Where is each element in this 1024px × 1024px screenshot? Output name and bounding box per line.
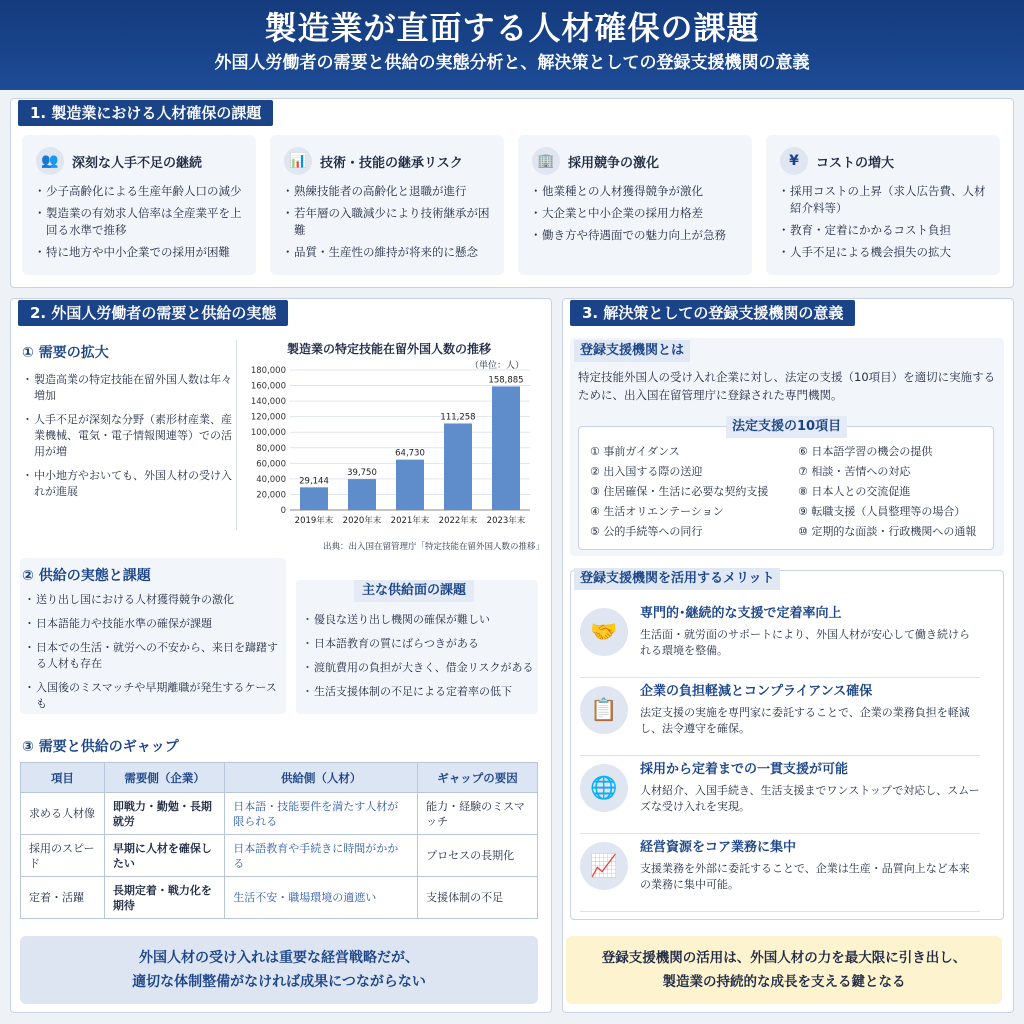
table-cell: 支援体制の不足 xyxy=(418,877,538,919)
list-item: ・ 人手不足による機会損失の拡大 xyxy=(780,244,986,261)
coins-icon: ¥ xyxy=(780,147,808,175)
x-tick-label: 2021年末 xyxy=(390,516,430,526)
data-label: 64,730 xyxy=(395,448,425,459)
list-item: ・ 製造高業の特定技能在留外国人数は年々増加 xyxy=(24,372,234,404)
merit-title: 専門的･継続的な支援で定着率向上 xyxy=(640,606,842,621)
support-item: ④ 生活オリエンテーション xyxy=(590,505,724,518)
merit-text: 法定支援の実施を専門家に委託することで、企業の業務負担を軽減し、法令遵守を確保。 xyxy=(640,706,970,735)
table-row xyxy=(21,793,538,835)
table-cell: プロセスの長期化 xyxy=(418,835,538,877)
section-2-title: 2. 外国人労働者の需要と供給の実態 xyxy=(18,300,288,326)
list-item: ・ 特に地方や中小企業での採用が困難 xyxy=(36,244,242,261)
table-cell: 即戦力・勤勉・長期就労 xyxy=(104,793,224,835)
list-item: ・ 送り出し国における人材獲得競争の激化 xyxy=(26,592,284,608)
merit-text: 人材紹介、入国手続き、生活支援までワンストップで対応し、スムーズな受け入れを実現。 xyxy=(640,784,980,813)
y-tick-label: 80,000 xyxy=(256,443,286,454)
support-item: ② 出入国する際の送迎 xyxy=(590,465,703,478)
table-cell: 長期定着・戦力化を期待 xyxy=(104,877,224,919)
card-header xyxy=(36,145,242,177)
y-tick-label: 60,000 xyxy=(256,459,286,470)
challenge-card xyxy=(518,135,752,275)
list-item: ・ 教育・定着にかかるコスト負担 xyxy=(780,222,986,239)
card-list xyxy=(284,183,490,261)
list-item: ・ 大企業と中小企業の採用力格差 xyxy=(532,205,738,222)
table-cell: 日本語・技能要件を満たす人材が限られる xyxy=(225,793,418,835)
merit-content xyxy=(640,760,980,833)
y-tick-label: 40,000 xyxy=(256,474,286,485)
x-tick-label: 2020年末 xyxy=(342,516,382,526)
table-cell: 能力・経験のミスマッチ xyxy=(418,793,538,835)
table-cell: 生活不安・職場環境の適遮い xyxy=(225,877,418,919)
page-subtitle: 外国人労働者の需要と供給の実態分析と、解決策としての登録支援機関の意義 xyxy=(214,53,810,73)
support-title: 法定支援の10項目 xyxy=(726,416,847,438)
list-item: ・ 熟練技能者の高齢化と退職が進行 xyxy=(284,183,490,200)
challenge-card xyxy=(22,135,256,275)
table-cell: 早期に人材を確保したい xyxy=(104,835,224,877)
section-1-title: 1. 製造業における人材確保の課題 xyxy=(18,100,273,126)
list-item: ・ 日本語能力や技能水準の確保が課題 xyxy=(26,616,284,632)
y-tick-label: 180,000 xyxy=(250,366,286,376)
card-list xyxy=(780,183,986,261)
challenge-card xyxy=(270,135,504,275)
card-title: コストの増大 xyxy=(816,155,895,171)
card-title: 採用競争の激化 xyxy=(568,155,660,171)
section-3-title: 3. 解決策としての登録支援機関の意義 xyxy=(570,300,855,326)
table-row xyxy=(21,835,538,877)
support-item: ⑨ 転職支援（人員整理等の場合） xyxy=(798,505,966,518)
table-header-cell: ギャップの要因 xyxy=(418,763,538,793)
chart-divider xyxy=(236,340,237,530)
demand-title: ① 需要の拡大 xyxy=(22,345,109,361)
list-item: ・ 採用コストの上昇（求人広告費、人材紹介料等） xyxy=(780,183,986,217)
list-item: ・ 日本での生活・就労への不安から、来日を躊躇する人材も存在 xyxy=(26,640,284,672)
card-header xyxy=(532,145,738,177)
table-header-row xyxy=(21,763,538,793)
table-header-cell: 項目 xyxy=(21,763,105,793)
globe-icon: 🌐 xyxy=(580,764,628,812)
data-label: 39,750 xyxy=(347,468,377,479)
people-icon: 👥 xyxy=(36,147,64,175)
supply-list xyxy=(26,592,284,720)
issues-list xyxy=(304,612,536,708)
list-item: ・ 入国後のミスマッチや早期離職が発生するケースも xyxy=(26,680,284,712)
merit-item xyxy=(580,604,980,678)
merit-title: 企業の負担軽減とコンプライアンス確保 xyxy=(640,684,873,699)
chart-unit: （単位：人） xyxy=(470,361,525,371)
list-item: ・ 優良な送り出し機関の確保が難しい xyxy=(304,612,536,628)
conclusion-line-1: 外国人材の受け入れは重要な経営戦略だが、 xyxy=(139,950,419,966)
merit-text: 支援業務を外部に委託することで、企業は生産・品質向上など本来の業務に集中可能。 xyxy=(640,862,970,891)
data-label: 29,144 xyxy=(299,476,329,487)
challenge-card xyxy=(766,135,1000,275)
merit-text: 生活面・就労面のサポートにより、外国人材が安心して働き続けられる環境を整備。 xyxy=(640,628,970,657)
y-tick-label: 140,000 xyxy=(250,397,286,408)
support-list-left xyxy=(590,442,790,542)
about-title: 登録支援機関とは xyxy=(574,340,690,362)
card-list xyxy=(532,183,738,244)
bar xyxy=(300,487,328,510)
building-icon: 🏢 xyxy=(532,147,560,175)
gap-title: ③ 需要と供給のギャップ xyxy=(22,739,179,755)
chart-title: 製造業の特定技能在留外国人数の推移 xyxy=(286,342,491,356)
list-item: ・ 他業種との人材獲得競争が激化 xyxy=(532,183,738,200)
y-tick-label: 100,000 xyxy=(250,428,286,439)
list-item: ・ 人手不足が深刻な分野（素形材産業、産業機械、電気・電子情報関連等）での活用が増 xyxy=(24,412,234,460)
section-3-conclusion xyxy=(566,936,1002,1004)
merit-title: 経営資源をコア業務に集中 xyxy=(640,840,797,855)
clipboard-icon: 📋 xyxy=(580,686,628,734)
list-item: ・ 製造業の有効求人倍率は全産業平を上回る水準で推移 xyxy=(36,205,242,239)
support-list-right xyxy=(798,442,998,542)
conclusion-line-2: 製造業の持続的な成長を支える鍵となる xyxy=(662,974,906,990)
list-item: ・ 若年層の入職減少により技術継承が困難 xyxy=(284,205,490,239)
merit-content xyxy=(640,682,980,755)
bar-chart xyxy=(240,362,540,532)
card-title: 深刻な人手不足の継続 xyxy=(72,155,203,171)
support-item: ① 事前ガイダンス xyxy=(590,445,680,458)
support-item: ⑩ 定期的な面談・行政機関への通報 xyxy=(798,525,977,538)
support-item: ⑧ 日本人との交流促進 xyxy=(798,485,911,498)
support-item: ③ 住居確保・生活に必要な契約支援 xyxy=(590,485,769,498)
merit-item xyxy=(580,838,980,912)
y-tick-label: 120,000 xyxy=(250,412,286,423)
y-tick-label: 160,000 xyxy=(250,381,286,392)
card-header xyxy=(284,145,490,177)
card-list xyxy=(36,183,242,261)
list-item: ・ 日本語教育の質にばらつきがある xyxy=(304,636,536,652)
conclusion-line-1: 登録支援機関の活用は、外国人材の力を最大限に引き出し、 xyxy=(601,950,967,966)
x-tick-label: 2019年末 xyxy=(294,516,334,526)
merit-item xyxy=(580,760,980,834)
gap-table xyxy=(20,762,538,919)
list-item: ・ 渡航費用の負担が大きく、借金リスクがある xyxy=(304,660,536,676)
trend-up-icon: 📈 xyxy=(580,842,628,890)
table-row xyxy=(21,877,538,919)
issues-title: 主な供給面の課題 xyxy=(354,580,474,602)
supply-title: ② 供給の実態と課題 xyxy=(22,568,151,584)
table-cell: 日本語教育や手続きに時間がかかる xyxy=(225,835,418,877)
merit-content xyxy=(640,604,980,677)
table-cell: 採用のスピード xyxy=(21,835,105,877)
about-text: 特定技能外国人の受け入れ企業に対し、法定の支援（10項目）を適切に実施するために、出入国在留管理庁に登録された専門機関。 xyxy=(578,370,996,402)
data-label: 158,885 xyxy=(488,375,524,386)
bar xyxy=(396,460,424,510)
support-item: ⑤ 公的手続等への同行 xyxy=(590,525,703,538)
data-label: 111,258 xyxy=(440,412,476,423)
merit-title: 採用から定着までの一貫支援が可能 xyxy=(640,762,849,777)
x-tick-label: 2022年末 xyxy=(438,516,478,526)
table-header-cell: 供給側（人材） xyxy=(225,763,418,793)
table-cell: 求める人材像 xyxy=(21,793,105,835)
card-title: 技術・技能の継承リスク xyxy=(320,155,463,171)
table-cell: 定着・活躍 xyxy=(21,877,105,919)
card-header xyxy=(780,145,986,177)
conclusion-line-2: 適切な体制整備がなければ成果につながらない xyxy=(132,974,426,990)
merit-content xyxy=(640,838,980,911)
header xyxy=(0,0,1024,90)
list-item: ・ 品質・生産性の維持が将来的に懸念 xyxy=(284,244,490,261)
section-2-conclusion xyxy=(20,936,538,1004)
growth-chart-icon: 📊 xyxy=(284,147,312,175)
bar xyxy=(444,423,472,510)
bar xyxy=(492,386,520,510)
y-tick-label: 20,000 xyxy=(256,490,286,501)
list-item: ・ 中小地方やおいても、外国人材の受け入れが進展 xyxy=(24,468,234,500)
page-title: 製造業が直面する人材確保の課題 xyxy=(264,9,760,47)
table-header-cell: 需要側（企業） xyxy=(104,763,224,793)
list-item: ・ 働き方や待遇面での魅力向上が急務 xyxy=(532,227,738,244)
bar xyxy=(348,479,376,510)
support-item: ⑦ 相談・苦情への対応 xyxy=(798,465,911,478)
demand-list xyxy=(24,372,234,508)
merits-title: 登録支援機関を活用するメリット xyxy=(574,568,780,590)
list-item: ・ 生活支援体制の不足による定着率の低下 xyxy=(304,684,536,700)
chart-source: 出典：出入国在留管理庁「特定技能在留外国人数の推移」 xyxy=(322,542,544,552)
support-item: ⑥ 日本語学習の機会の提供 xyxy=(798,445,933,458)
list-item: ・ 少子高齢化による生産年齢人口の減少 xyxy=(36,183,242,200)
handshake-icon: 🤝 xyxy=(580,608,628,656)
x-tick-label: 2023年末 xyxy=(486,516,526,526)
merit-item xyxy=(580,682,980,756)
y-tick-label: 0 xyxy=(280,506,286,516)
